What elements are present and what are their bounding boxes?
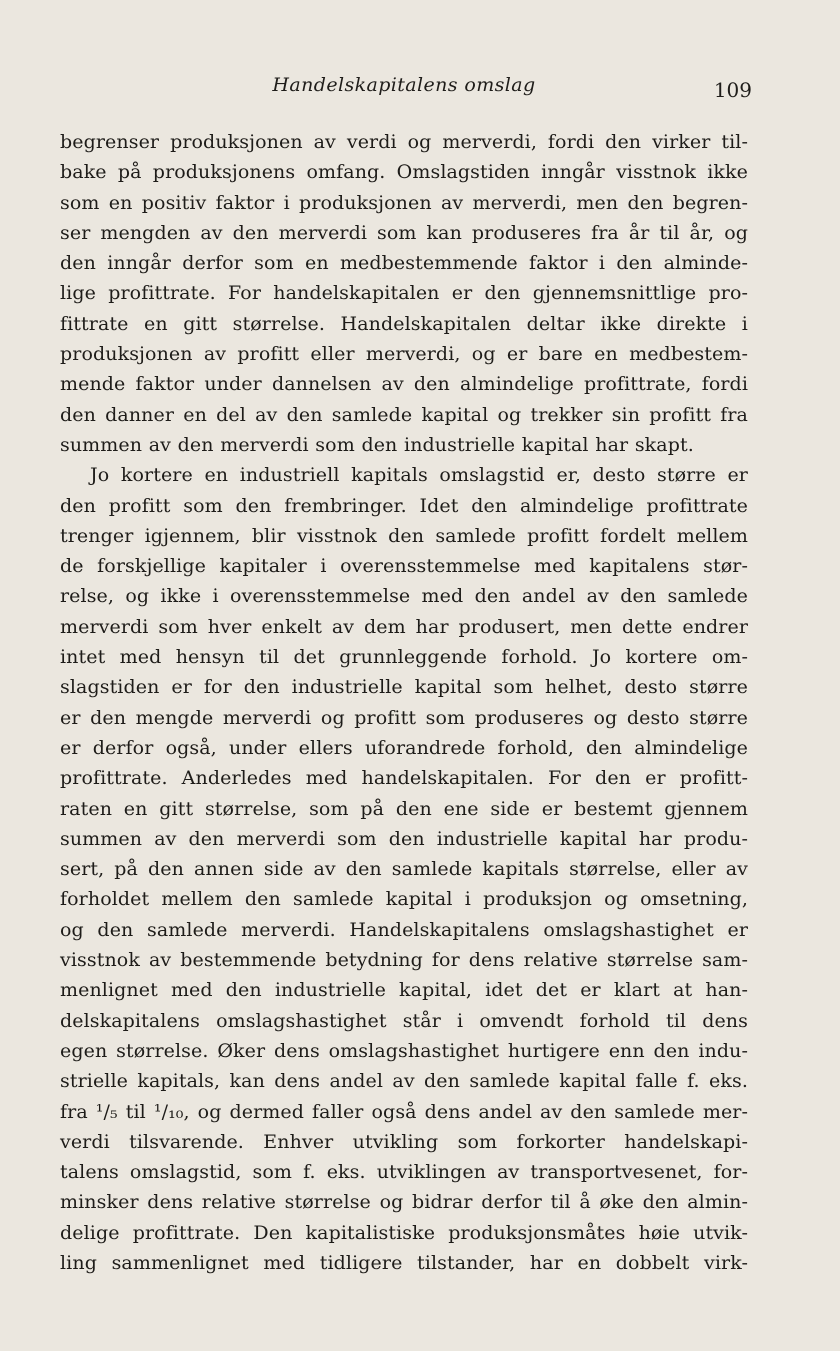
text-line: intet med hensyn til det grunnleggende forhold. Jo kortere om- xyxy=(60,646,748,669)
text-line: delige profittrate. Den kapitalistiske produksjonsmåtes høie utvik- xyxy=(60,1221,748,1244)
text-line: egen størrelse. Øker dens omslagshastighet hurtigere enn den indu- xyxy=(60,1039,748,1062)
text-line: strielle kapitals, kan dens andel av den samlede kapital falle f. eks. xyxy=(60,1070,748,1093)
text-line: produksjonen av profitt eller merverdi, og er bare en medbestem- xyxy=(60,343,748,366)
text-line: den inngår derfor som en medbestemmende faktor i den alminde- xyxy=(60,252,748,275)
text-line: er derfor også, under ellers uforandrede forhold, den almindelige xyxy=(60,736,748,759)
text-line: summen av den merverdi som den industrielle kapital har produ- xyxy=(60,827,748,850)
text-line: lige profittrate. For handelskapitalen er den gjennemsnittlige pro- xyxy=(60,282,748,305)
text-line: visstnok av bestemmende betydning for dens relative størrelse sam- xyxy=(60,949,748,972)
text-line: slagstiden er for den industrielle kapital som helhet, desto større xyxy=(60,676,748,699)
text-line: begrenser produksjonen av verdi og merverdi, fordi den virker til- xyxy=(60,131,748,153)
text-line: som en positiv faktor i produksjonen av merverdi, men den begren- xyxy=(60,191,748,214)
text-line: forholdet mellem den samlede kapital i produksjon og omsetning, xyxy=(60,888,748,911)
text-line: bake på produksjonens omfang. Omslagstiden inngår visstnok ikke xyxy=(60,161,748,184)
text-line: fittrate en gitt størrelse. Handelskapitalen deltar ikke direkte i xyxy=(60,312,748,335)
text-line: den profitt som den frembringer. Idet den almindelige profittrate xyxy=(60,494,748,517)
page-number: 109 xyxy=(713,78,752,102)
text-line: de forskjellige kapitaler i overensstemmelse med kapitalens stør- xyxy=(60,555,748,578)
text-line: relse, og ikke i overensstemmelse med den andel av den samlede xyxy=(60,585,748,608)
text-line: Jo kortere en industriell kapitals omslagstid er, desto større er xyxy=(90,464,748,487)
running-title: Handelskapitalens omslag xyxy=(272,74,536,96)
text-line: merverdi som hver enkelt av dem har produsert, men dette endrer xyxy=(60,615,748,638)
text-line: raten en gitt størrelse, som på den ene side er bestemt gjennem xyxy=(60,797,748,820)
text-line: summen av den merverdi som den industrielle kapital har skapt. xyxy=(60,433,694,456)
text-line: profittrate. Anderledes med handelskapitalen. For den er profitt- xyxy=(60,767,748,790)
body-text xyxy=(60,127,748,1278)
text-line: sert, på den annen side av den samlede kapitals størrelse, eller av xyxy=(60,858,748,881)
text-line: er den mengde merverdi og profitt som produseres og desto større xyxy=(60,706,748,729)
page-header xyxy=(60,74,752,106)
text-line: mende faktor under dannelsen av den almindelige profittrate, fordi xyxy=(60,373,748,396)
text-line: menlignet med den industrielle kapital, idet det er klart at han- xyxy=(60,979,748,1002)
text-line: delskapitalens omslagshastighet står i omvendt forhold til dens xyxy=(60,1009,748,1032)
text-line: talens omslagstid, som f. eks. utviklingen av transportvesenet, for- xyxy=(60,1161,748,1184)
text-line: minsker dens relative størrelse og bidrar derfor til å øke den almin- xyxy=(60,1191,748,1214)
text-line: ling sammenlignet med tidligere tilstander, har en dobbelt virk- xyxy=(60,1251,748,1274)
text-line: verdi tilsvarende. Enhver utvikling som forkorter handelskapi- xyxy=(60,1130,748,1153)
text-line: og den samlede merverdi. Handelskapitalens omslagshastighet er xyxy=(60,918,748,941)
text-line: den danner en del av den samlede kapital og trekker sin profitt fra xyxy=(60,403,748,426)
text-line: fra ¹/₅ til ¹/₁₀, og dermed faller også dens andel av den samlede mer- xyxy=(60,1100,748,1123)
text-line: trenger igjennem, blir visstnok den samlede profitt fordelt mellem xyxy=(60,524,748,547)
text-line: ser mengden av den merverdi som kan produseres fra år til år, og xyxy=(60,221,748,244)
